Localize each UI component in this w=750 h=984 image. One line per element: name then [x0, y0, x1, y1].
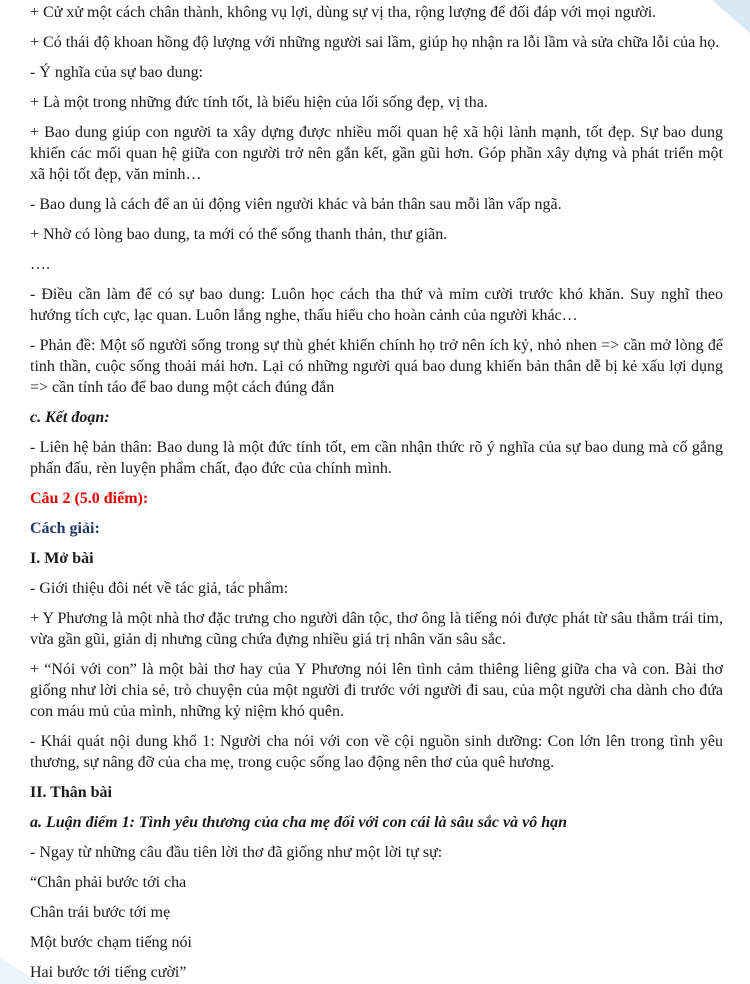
poem-line-2: Chân trái bước tới mẹ: [30, 904, 171, 921]
paragraph-y-phuong-intro: + Y Phương là một nhà thơ đặc trưng cho người dân tộc, thơ ông là tiếng nói được phát từ sâu thẳm trái tim, vừa gần gũi, giản dị nhưng cũng chứa đựng nhiều giá trị nhân văn sâu sắc.: [30, 610, 723, 648]
solution-heading: Cách giải:: [30, 520, 100, 537]
paragraph-tolerant-attitude: + Có thái độ khoan hồng độ lượng với những người sai lầm, giúp họ nhận ra lỗi lầm và sửa chữa lỗi của họ.: [30, 34, 720, 51]
question-2-heading: Câu 2 (5.0 điểm):: [30, 490, 149, 507]
paragraph-social-relationships: + Bao dung giúp con người ta xây dựng được nhiều mối quan hệ xã hội lành mạnh, tốt đẹp. Sự bao dung khiến các mối quan hệ giữa con người trở nên gắn kết, gần gũi hơn. Góp phần xây dựng và phát triển một xã hội tốt đẹp, văn minh…: [30, 124, 723, 183]
poem-line-1: “Chân phải bước tới cha: [30, 874, 187, 891]
paragraph-peaceful-life: + Nhờ có lòng bao dung, ta mới có thể sống thanh thản, thư giãn.: [30, 226, 448, 243]
paragraph-counterargument: - Phản đề: Một số người sống trong sự thù ghét khiến chính họ trở nên ích kỷ, nhỏ nhen => cần mở lòng để tinh thần, cuộc sống thoải mái hơn. Lại có những người quá bao dung khiến bản thân dễ bị kẻ xấu lợi dụng => cần tỉnh táo để bao dung một cách đúng đắn: [30, 337, 723, 396]
paragraph-meaning-of-tolerance: - Ý nghĩa của sự bao dung:: [30, 64, 204, 81]
paragraph-good-virtue: + Là một trong những đức tính tốt, là biểu hiện của lối sống đẹp, vị tha.: [30, 94, 488, 111]
paragraph-self-reflection: - Liên hệ bản thân: Bao dung là một đức tính tốt, em cần nhận thức rõ ý nghĩa của sự bao dung mà cố gắng phấn đấu, rèn luyện phẩm chất, đạo đức của chính mình.: [30, 439, 723, 477]
section-heading-point-1: a. Luận điểm 1: Tình yêu thương của cha mẹ đối với con cái là sâu sắc và vô hạn: [30, 814, 567, 831]
paragraph-stanza-1-summary: - Khái quát nội dung khổ 1: Người cha nói với con về cội nguồn sinh dưỡng: Con lớn lên trong tình yêu thương, sự nâng đỡ của cha mẹ, trong cuộc sống lao động nên thơ của quê hương.: [30, 733, 723, 771]
paragraph-noi-voi-con-intro: + “Nói với con” là một bài thơ hay của Y Phương nói lên tình cảm thiêng liêng giữa cha và con. Bài thơ giống như lời chia sẻ, trò chuyện của một người đi trước với người đi sau, của một người cha dành cho đứa con máu mủ của mình, những kỷ niệm khó quên.: [30, 661, 723, 720]
section-heading-conclusion: c. Kết đoạn:: [30, 409, 110, 426]
section-heading-introduction: I. Mở bài: [30, 550, 94, 567]
paragraph-ellipsis: ….: [30, 256, 50, 273]
paragraph-comfort-others: - Bao dung là cách để an ủi động viên người khác và bản thân sau mỗi lần vấp ngã.: [30, 196, 562, 213]
poem-line-4: Hai bước tới tiếng cười”: [30, 964, 187, 981]
poem-line-3: Một bước chạm tiếng nói: [30, 934, 192, 951]
section-heading-body: II. Thân bài: [30, 784, 112, 801]
paragraph-first-lines-narrative: - Ngay từ những câu đầu tiên lời thơ đã giống như một lời tự sự:: [30, 844, 443, 861]
paragraph-how-to-be-tolerant: - Điều cần làm để có sự bao dung: Luôn học cách tha thứ và mỉm cười trước khó khăn. Suy nghĩ theo hướng tích cực, lạc quan. Luôn lắng nghe, thấu hiểu cho hoàn cảnh của người khác…: [30, 286, 723, 324]
paragraph-behave-sincerely: + Cử xử một cách chân thành, không vụ lợi, dùng sự vị tha, rộng lượng để đối đáp với mọi người.: [30, 4, 657, 21]
paragraph-author-work-intro: - Giới thiệu đôi nét về tác giả, tác phẩm:: [30, 580, 289, 597]
